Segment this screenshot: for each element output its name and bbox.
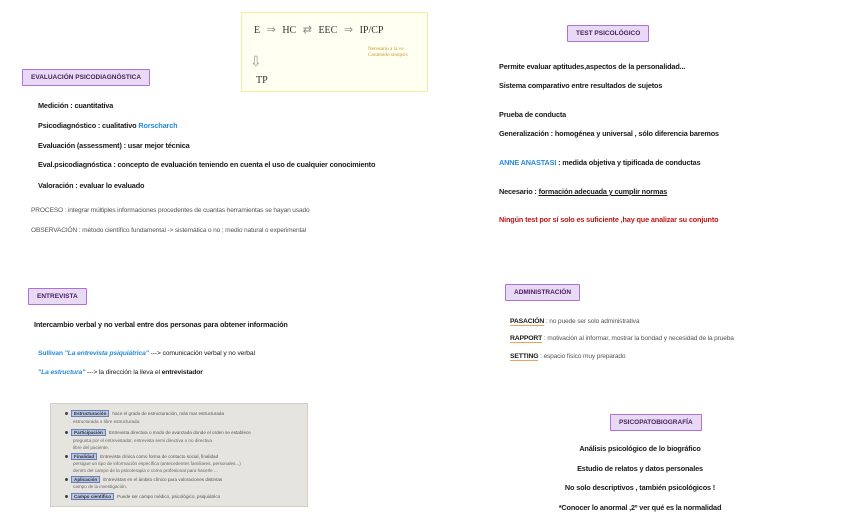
line-text: Evaluación (assessment) : usar mejor técnica <box>38 141 190 150</box>
warning-line: Ningún test por sí solo es suficiente ,hay que analizar su conjunto <box>499 215 719 224</box>
photo-text: hace el grado de estructuración, más mar estructurada <box>112 411 225 416</box>
sullivan-line <box>38 350 255 357</box>
test-line: Permite evaluar aptitudes,aspectos de la personalidad... <box>499 62 686 71</box>
line-text: Necesario : <box>499 187 539 196</box>
bullet-icon <box>65 478 68 481</box>
diagram-node-eec: EEC <box>318 25 338 36</box>
sullivan-quote: "La entrevista psiquiátrica" <box>62 350 149 357</box>
line-text: ---> comunicación verbal y no verbal <box>148 350 255 357</box>
psicopato-line: *Conocer lo anormal ,2º ver qué es la normalidad <box>558 503 722 512</box>
psicopato-line: No solo descriptivos , también psicológicos ! <box>564 483 716 492</box>
diagram-flow <box>254 23 387 36</box>
arrow-down-icon: ⇩ <box>250 53 262 69</box>
test-tag: TEST PSICOLÓGICO <box>567 25 649 42</box>
rapport-line <box>510 335 734 342</box>
diagram-node-ipcp: IP/CP <box>359 25 384 36</box>
photo-highlight: Aplicación <box>71 476 100 483</box>
test-line: Sistema comparativo entre resultados de sujetos <box>499 81 663 90</box>
setting-line <box>510 353 625 360</box>
photo-row <box>65 452 218 461</box>
photo-highlight: Campo científico <box>71 493 114 500</box>
psicopato-line: Análisis psicológico de lo biográfico <box>579 444 701 453</box>
photo-text: Entrevista directiva o modo de avanzada donde el orden se establece <box>108 430 251 435</box>
arrow-right-icon: ⇒ <box>266 24 276 36</box>
line-text: Medición : cuantitativa <box>38 101 114 110</box>
photo-text: Entrevistas en el ámbito clínico para valoraciones distintas <box>103 477 223 482</box>
photo-highlight: Participación <box>71 429 106 436</box>
photo-row <box>65 475 222 484</box>
test-line: Generalización : homogénea y universal , sólo diferencia baremos <box>499 129 719 138</box>
photo-text: Entrevista clínica como forma de contacto social, finalidad <box>100 454 219 459</box>
admin-term: PASACIÓN <box>510 318 545 325</box>
psicopato-line: Estudio de relatos y datos personales <box>577 464 703 473</box>
observacion-line: OBSERVACIÓN : método científico fundamental -> sistemática o no ; medio natural o experimental <box>31 227 307 234</box>
evaluacion-line <box>38 121 177 130</box>
photo-highlight: Finalidad <box>71 453 97 460</box>
line-text: Eval.psicodiagnóstica : concepto de evaluación teniendo en cuenta el uso de cualquier conocimiento <box>38 160 376 169</box>
bullet-icon <box>65 431 68 434</box>
photo-subtext: persigue un tipo de información específica (antecedentes familiares, personales...) <box>73 461 241 466</box>
line-text: Valoración : evaluar lo evaluado <box>38 181 145 190</box>
evaluacion-line <box>38 101 113 110</box>
anne-anastasi-line <box>499 158 701 167</box>
sullivan-name: Sullivan <box>38 350 63 357</box>
photo-subtext: estructurada o libre estructurada. <box>73 419 141 424</box>
photo-highlight: Estructuración <box>71 410 109 417</box>
bullet-icon <box>65 495 68 498</box>
evaluacion-line <box>38 181 144 190</box>
photo-row <box>65 492 220 501</box>
photo-subtext: dentro del campo de la psicoterapia o como profesional para hacerle ... <box>73 468 218 473</box>
evaluacion-tag: EVALUACIÓN PSICODIAGNÓSTICA <box>22 69 150 86</box>
diagram-note-line: Contenido sinopsis <box>368 52 408 58</box>
admin-desc: : no puede ser solo administrativa <box>544 318 640 325</box>
diagram-node-hc: HC <box>282 25 297 36</box>
psicopatobiografia-tag: PSICOPATOBIOGRAFÍA <box>610 414 702 431</box>
photo-subtext: campo de la investigación. <box>73 484 128 489</box>
bullet-icon <box>65 412 68 415</box>
administracion-tag: ADMINISTRACIÓN <box>505 284 580 301</box>
entrevistador-word: entrevistador <box>161 369 203 376</box>
arrow-right-icon: ⇒ <box>343 24 354 36</box>
photo-row <box>65 409 224 418</box>
entrevista-definition: Intercambio verbal y no verbal entre dos personas para obtener información <box>34 320 288 329</box>
estructura-line <box>38 369 203 376</box>
diagram-note-line: Necesario a la ve <box>368 46 404 52</box>
admin-desc: : motivación al informar, mostrar la bondad y necesidad de la prueba <box>542 335 734 342</box>
photo-row <box>65 428 251 437</box>
line-text: : medida objetiva y tipificada de conductas <box>556 158 701 167</box>
admin-term: RAPPORT <box>510 335 543 342</box>
necesario-line <box>499 187 667 196</box>
proceso-line: PROCESO : integrar múltiples informaciones procedentes de cuantas herramientas se hayan usado <box>31 207 310 214</box>
flow-diagram <box>241 12 428 92</box>
evaluacion-line <box>38 141 190 150</box>
entrevista-tag: ENTREVISTA <box>28 288 87 305</box>
admin-term: SETTING <box>510 353 539 360</box>
pasacion-line <box>510 318 639 325</box>
diagram-note <box>368 46 408 58</box>
diagram-node-tp: TP <box>256 75 268 86</box>
rorschach-link: Rorscharch <box>138 121 178 130</box>
photo-text: Puede ser campo médico, psicológico, psiquiátrico <box>117 494 221 499</box>
necesario-underlined: formación adecuada y cumplir normas <box>538 187 668 196</box>
evaluacion-line <box>38 160 375 169</box>
line-text: ---> la dirección la lleva el <box>85 369 162 376</box>
photo-subtext: libre del paciente. <box>73 445 110 450</box>
photo-subtext: pregunta por el entrevistador, entrevista semi directiva o no directiva <box>73 438 212 443</box>
anne-anastasi-label: ANNE ANASTASI <box>499 158 557 167</box>
test-line: Prueba de conducta <box>499 110 567 119</box>
admin-desc: : espacio físico muy preparado <box>538 353 626 360</box>
estructura-quote: "La estructura" <box>38 369 86 376</box>
diagram-node-e: E <box>254 25 261 36</box>
arrow-bidirectional-icon: ⇄ <box>302 24 312 36</box>
bullet-icon <box>65 455 68 458</box>
notes-photo <box>50 403 308 507</box>
line-text: Psicodiagnóstico : cualitativo <box>38 121 139 130</box>
